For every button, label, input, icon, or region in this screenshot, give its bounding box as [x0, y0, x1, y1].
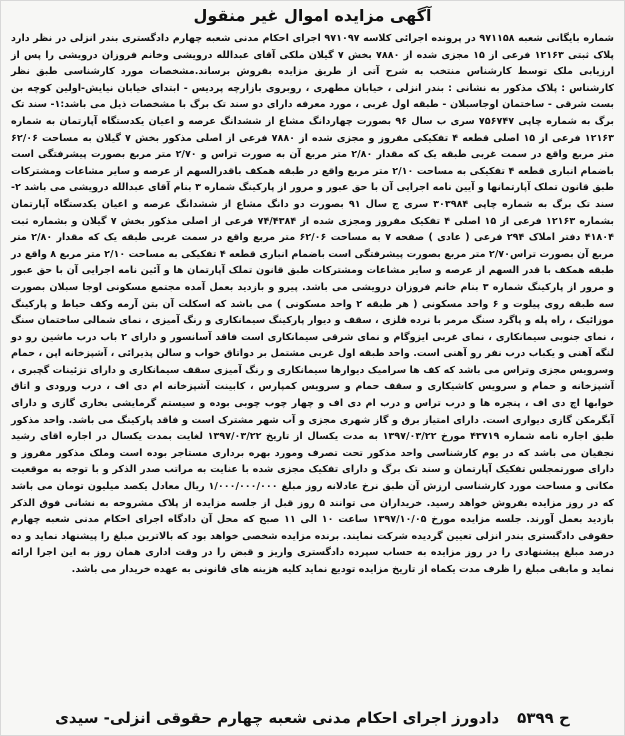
notice-title: آگهی مزایده اموال غیر منقول: [193, 6, 432, 25]
notice-body: شماره بایگانی شعبه ۹۷۱۱۵۸ در پرونده اجرائی کلاسه ۹۷۱۰۹۷ اجرای احکام مدنی شعبه چهارم دادگستری بندر انزلی در نظر دارد پلاک ثبتی ۱۲۱۶۳ فرعی از ۱۵ مجزی شده از ۷۸۸۰ بخش ۷ گیلان ملکی آقای عبدالله درویشی وخانم فروزان درویشی را پس از ارزیابی ملک توسط کارشناس منتخب به شرح آتی از طریق مزایده بفروش برساند.مشخصات مورد کارشناسی طبق نظر کارشناس : پلاک مذکور به نشانی : بندر انزلی ، خیابان مطهری ، روبروی بازارچه پردیس - ابتدای خیابان نیایش-اولین کوچه بن بست شرقی - ساختمان اوجاسبلان - طبقه اول غربی ، مورد معرفه دارای دو سند تک برگ با مشخصات ذیل می باشد:۱- سند تک برگ به شماره چاپی ۷۵۶۷۴۷ سری ب سال ۹۶ بصورت چهاردانگ مشاع از ششدانگ عرصه و اعیان یکدستگاه آپارتمان به شماره ۱۲۱۶۳ فرعی از ۱۵ اصلی قطعه ۴ تفکیکی مفروز و مجزی شده از ۷۸۸۰ فرعی از اصلی مذکور بخش ۷ گیلان به مساحت ۶۲/۰۶ متر مربع واقع در سمت غربی طبقه یک که مقدار ۲/۸۰ متر مربع آن به صورت تراس و ۲/۷۰ متر مربع بصورت پیشرفتگی است باضمام انباری قطعه ۴ تفکیکی به مساحت ۲/۱۰ متر مربع واقع در طبقه همکف باقدرالسهم از عرصه و سایر مشاعات ومشترکات طبق قانون تملک آپارتمانها و آیین نامه اجرایی آن با حق عبور و مرور از پارکینگ شماره ۳ بنام آقای عبدالله درویشی می باشد ۲- سند تک برگ به شماره چاپی ۳۰۳۹۸۴ سری ج سال ۹۱ بصورت دو دانگ مشاع از ششدانگ عرصه و اعیان یکدستگاه آپارتمان بشماره ۱۲۱۶۳ فرعی از ۱۵ اصلی ۴ تفکیک مفروز ومجزی شده از ۷۴/۴۳۸۴ فرعی از اصلی مذکور بخش ۷ گیلان و بشماره ثبت ۴۱۸۰۴ دفتر املاک ۲۹۴ فرعی ( عادی ) صفحه ۷ به مساحت ۶۲/۰۶ متر مربع واقع در سمت غربی طبقه یک که مقدار ۲/۸۰ متر مربع آن بصورت تراس۲/۷۰ متر مربع بصورت پیشرفتگی است باضمام انباری قطعه ۴ تفکیکی به مساحت ۲/۱۰ متر مربع ۸ واقع در طبقه همکف با قدر السهم از عرصه و سایر مشاعات ومشترکات طبق قانون تملک آپارتمان ها و آئین نامه اجرایی آن با حق عبور و مرور از پارکینگ شماره ۳ بنام خانم فروزان درویشی می باشد. پیرو و بازدید بعمل آمده مجتمع مسکونی اوجا سبلان بصورت سه طبقه روی پیلوت و ۶ واحد مسکونی ( هر طبقه ۲ واحد مسکونی ) می باشد که اسکلت آن بتن آرمه وکف حیاط و پارکینگ موزائیک ، راه پله و پاگرد سنگ مرمر با نرده فلزی ، سقف و دیوار پارکینگ سیمانکاری و رنگ آمیزی ، نمای شمالی ساختمان سنگ ، نمای جنوبی سیمانکاری ، نمای غربی ایزوگام و نمای شرقی سیمانکاری است فاقد آسانسور و دارای ۲ باب درب ماشین رو دو لنگه آهنی و یکباب درب نفر رو آهنی است. واحد طبقه اول غربی مشتمل بر دواتاق خواب و سالن پذیرائی ، آشپزخانه اپن ، حمام وسرویس مجزی وتراس می باشد که کف ها سرامیک دیوارها سیمانکاری و رنگ آمیزی سقف سیمانکاری و دارای تزئینات گچبری ، آشپزخانه و حمام و سرویس کاشیکاری و سقف حمام و سرویس کمپارس ، کابینت آشپزخانه ام دی اف ، درب ورودی و اتاق خوابها اچ دی اف ، پنجره ها و درب تراس و درب ام دی اف و چهار چوب چوبی بوده و سیستم گرمایشی بخاری گازی و دارای آبگرمکن گازی دیواری است. دارای امتیاز برق و گاز شهری مجزی و آب شهر مشترک است و فاقد پارکینگ می باشد. واحد مذکور طبق اجاره نامه شماره ۴۳۷۱۹ مورخ ۱۳۹۷/۰۳/۲۲ به مدت یکسال از تاریخ ۱۳۹۷/۰۳/۲۲ لغایت بمدت یکسال در اجاره اقای رشید نجفیان می باشد که در یوم کارشناسی واحد مذکور تحت تصرف ومورد بهره برداری مستاجر بوده است وملک مذکور مفروز و دارای صورتمجلس تفکیک آپارتمان و سند تک برگ و دارای تفکیک مجزی شده با عنایت به مراتب صدر الذکر و با توجه به موقعیت مکانی و مساحت مورد کارشناسی ارزش آن طبق نرخ عادلانه روز مبلغ ۱/۰۰۰/۰۰۰/۰۰۰ ریال معادل یکصد میلیون تومان می باشد که در روز مزایده بفروش خواهد رسید. خریداران می توانند ۵ روز قبل از جلسه مزایده از پلاک مشروحه به نشانی فوق الذکر بازدید بعمل آورند. جلسه مزایده مورخ ۱۳۹۷/۱۰/۰۵ ساعت ۱۰ الی ۱۱ صبح که محل آن دادگاه اجرای احکام مدنی شعبه چهارم حقوقی دادگستری بندر انزلی تعیین گردیده شرکت نمایند. برنده مزایده شخصی خواهد بود که بالاترین مبلغ را پیشنهاد نماید و ده درصد مبلغ پیشنهادی را در روز مزایده به حساب سپرده دادگستری واریز و قبض را در وقت اداری همان روز به این اجرا ارائه نماید و مابقی مبلغ را ظرف مدت یکماه از تاریخ مزایده تودیع نماید کلیه هزینه های قانونی به عهده خریدار می باشد.: [11, 33, 615, 575]
notice-signature: دادورز اجرای احکام مدنی شعبه چهارم حقوقی انزلی- سیدی: [55, 709, 500, 727]
notice-code: ح ۵۳۹۹: [517, 709, 570, 727]
notice-footer: [1, 707, 624, 729]
